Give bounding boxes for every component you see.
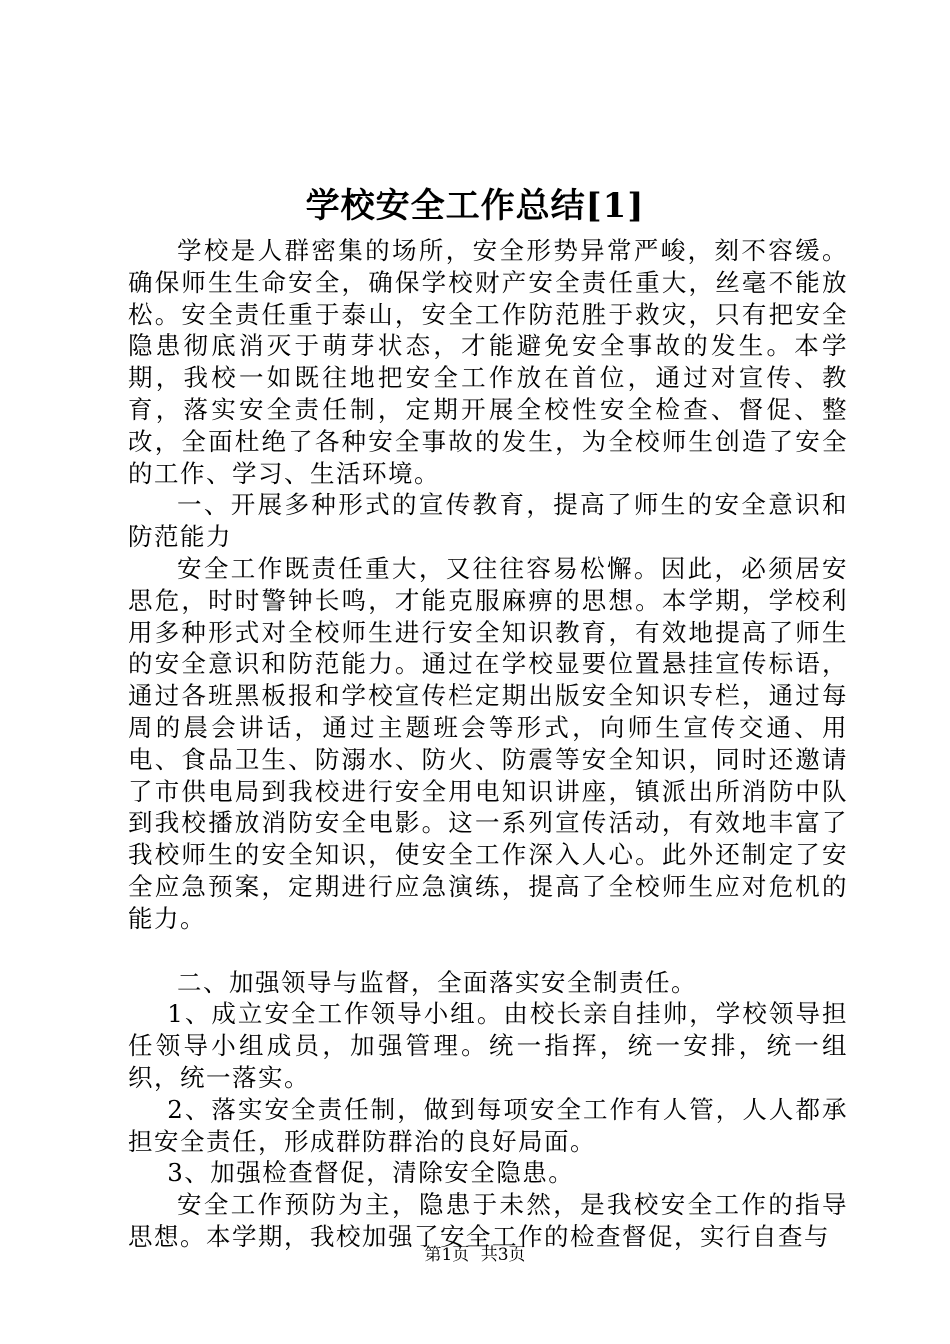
- intro-paragraph: 学校是人群密集的场所，安全形势异常严峻，刻不容缓。确保师生生命安全，确保学校财产安全责任重大，丝毫不能放松。安全责任重于泰山，安全工作防范胜于救灾，只有把安全隐患彻底消灭于萌芽状态，才能避免安全事故的发生。本学期，我校一如既往地把安全工作放在首位，通过对宣传、教育，落实安全责任制，定期开展全校性安全检查、督促、整改，全面杜绝了各种安全事故的发生，为全校师生创造了安全的工作、学习、生活环境。: [128, 236, 848, 488]
- section-heading-2: 二、加强领导与监督，全面落实安全制责任。: [177, 967, 697, 997]
- page-number: 第1页: [424, 1245, 470, 1265]
- list-item-1: 1、成立安全工作领导小组。由校长亲自挂帅，学校领导担任领导小组成员，加强管理。统一指挥，统一安排，统一组织，统一落实。: [128, 999, 848, 1092]
- document-body: [128, 235, 848, 1253]
- document-title: 学校安全工作总结[1]: [305, 186, 645, 226]
- section-2-paragraph: 安全工作预防为主，隐患于未然，是我校安全工作的指导思想。本学期，我校加强了安全工作的检查督促，实行自查与: [128, 1190, 848, 1251]
- page-total: 共3页: [480, 1245, 526, 1265]
- list-item-3: 3、加强检查督促，清除安全隐患。: [167, 1158, 575, 1188]
- page-footer: [0, 1243, 950, 1267]
- section-1-paragraph: 安全工作既责任重大，又往往容易松懈。因此，必须居安思危，时时警钟长鸣，才能克服麻痹的思想。本学期，学校利用多种形式对全校师生进行安全知识教育，有效地提高了师生的安全意识和防范能力。通过在学校显要位置悬挂宣传标语，通过各班黑板报和学校宣传栏定期出版安全知识专栏，通过每周的晨会讲话，通过主题班会等形式，向师生宣传交通、用电、食品卫生、防溺水、防火、防震等安全知识，同时还邀请了市供电局到我校进行安全用电知识讲座，镇派出所消防中队到我校播放消防安全电影。这一系列宣传活动，有效地丰富了我校师生的安全知识，使安全工作深入人心。此外还制定了安全应急预案，定期进行应急演练，提高了全校师生应对危机的能力。: [128, 553, 848, 933]
- section-heading-1: 一、开展多种形式的宣传教育，提高了师生的安全意识和防范能力: [128, 490, 848, 552]
- list-item-2: 2、落实安全责任制，做到每项安全工作有人管，人人都承担安全责任，形成群防群治的良好局面。: [128, 1094, 848, 1156]
